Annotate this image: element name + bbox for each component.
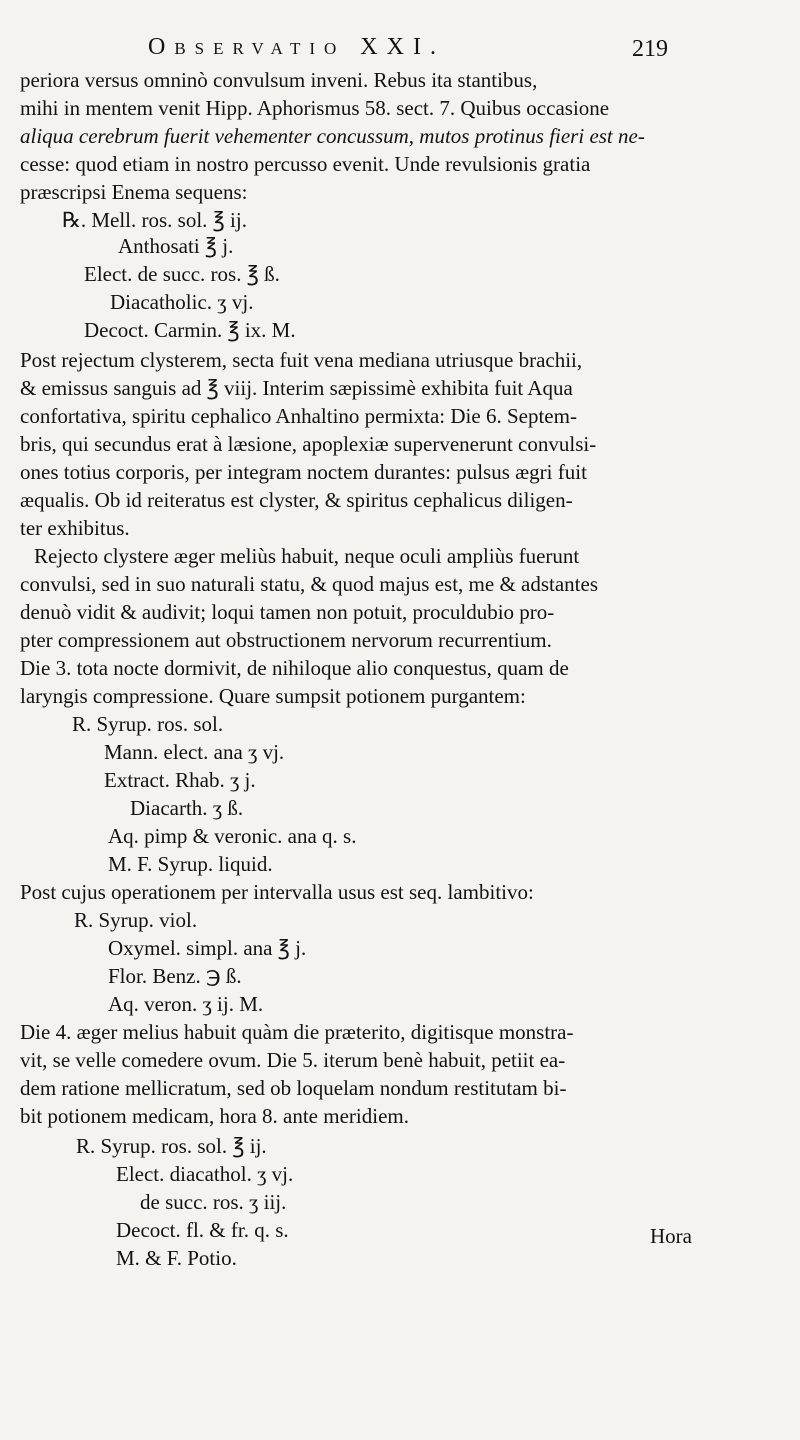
- recipe-line: Elect. diacathol. ʒ vj.: [116, 1162, 294, 1186]
- text-line: ones totius corporis, per integram noctem durantes: pulsus ægri fuit: [20, 460, 587, 484]
- text-line: æqualis. Ob id reiteratus est clyster, & spiritus cephalicus diligen-: [20, 488, 573, 512]
- recipe-line: Aq. veron. ʒ ij. M.: [108, 992, 264, 1016]
- text-line: pter compressionem aut obstructionem nervorum recurrentium.: [20, 628, 552, 652]
- text-line: convulsi, sed in suo naturali statu, & quod majus est, me & adstantes: [20, 572, 599, 596]
- recipe-line: M. & F. Potio.: [116, 1246, 237, 1270]
- recipe-line: Flor. Benz. ℈ ß.: [108, 964, 242, 988]
- text-line: & emissus sanguis ad ℥ viij. Interim sæpissimè exhibita fuit Aqua: [20, 376, 573, 400]
- catchword: Hora: [650, 1224, 692, 1248]
- text-line: Post rejectum clysterem, secta fuit vena mediana utriusque brachii,: [20, 348, 583, 372]
- recipe-line: Mann. elect. ana ʒ vj.: [104, 740, 285, 764]
- recipe-line: Elect. de succ. ros. ℥ ß.: [84, 262, 280, 286]
- text-line: præscripsi Enema sequens:: [20, 180, 248, 204]
- text-line: mihi in mentem venit Hipp. Aphorismus 58. sect. 7. Quibus occasione: [20, 96, 610, 120]
- recipe-line: Extract. Rhab. ʒ j.: [104, 768, 256, 792]
- recipe-line: Diacarth. ʒ ß.: [130, 796, 244, 820]
- running-header: [0, 34, 800, 64]
- text-line: periora versus omninò convulsum inveni. Rebus ita stantibus,: [20, 68, 538, 92]
- recipe-line: Oxymel. simpl. ana ℥ j.: [108, 936, 307, 960]
- text-line: confortativa, spiritu cephalico Anhaltino permixta: Die 6. Septem-: [20, 404, 577, 428]
- recipe-line: ℞. Mell. ros. sol. ℥ ij.: [62, 208, 247, 232]
- recipe-line: M. F. Syrup. liquid.: [108, 852, 273, 876]
- text-line: Post cujus operationem per intervalla usus est seq. lambitivo:: [20, 880, 534, 904]
- text-line: denuò vidit & audivit; loqui tamen non potuit, proculdubio pro-: [20, 600, 555, 624]
- page-number: 219: [632, 36, 668, 62]
- text-line: laryngis compressione. Quare sumpsit potionem purgantem:: [20, 684, 526, 708]
- recipe-line: R. Syrup. ros. sol.: [72, 712, 224, 736]
- running-title: Observatio XXI.: [148, 34, 445, 60]
- text-line: Die 4. æger melius habuit quàm die præterito, digitisque monstra-: [20, 1020, 574, 1044]
- recipe-line: Diacatholic. ʒ vj.: [110, 290, 254, 314]
- recipe-line: de succ. ros. ʒ iij.: [140, 1190, 287, 1214]
- recipe-line: Decoct. Carmin. ℥ ix. M.: [84, 318, 296, 342]
- text-line: aliqua cerebrum fuerit vehementer concussum, mutos protinus fieri est ne-: [20, 124, 645, 148]
- recipe-line: R. Syrup. viol.: [74, 908, 198, 932]
- text-line: bris, qui secundus erat à læsione, apoplexiæ supervenerunt convulsi-: [20, 432, 597, 456]
- recipe-line: R. Syrup. ros. sol. ℥ ij.: [76, 1134, 267, 1158]
- text-line: Die 3. tota nocte dormivit, de nihiloque alio conquestus, quam de: [20, 656, 569, 680]
- text-line: vit, se velle comedere ovum. Die 5. iterum benè habuit, petiit ea-: [20, 1048, 566, 1072]
- text-line: dem ratione mellicratum, sed ob loquelam nondum restitutam bi-: [20, 1076, 567, 1100]
- recipe-line: Decoct. fl. & fr. q. s.: [116, 1218, 289, 1242]
- text-line: Rejecto clystere æger meliùs habuit, neque oculi ampliùs fuerunt: [34, 544, 580, 568]
- text-line: ter exhibitus.: [20, 516, 130, 540]
- text-line: cesse: quod etiam in nostro percusso evenit. Unde revulsionis gratia: [20, 152, 591, 176]
- recipe-line: Aq. pimp & veronic. ana q. s.: [108, 824, 357, 848]
- text-line: bit potionem medicam, hora 8. ante meridiem.: [20, 1104, 409, 1128]
- recipe-line: Anthosati ℥ j.: [118, 234, 234, 258]
